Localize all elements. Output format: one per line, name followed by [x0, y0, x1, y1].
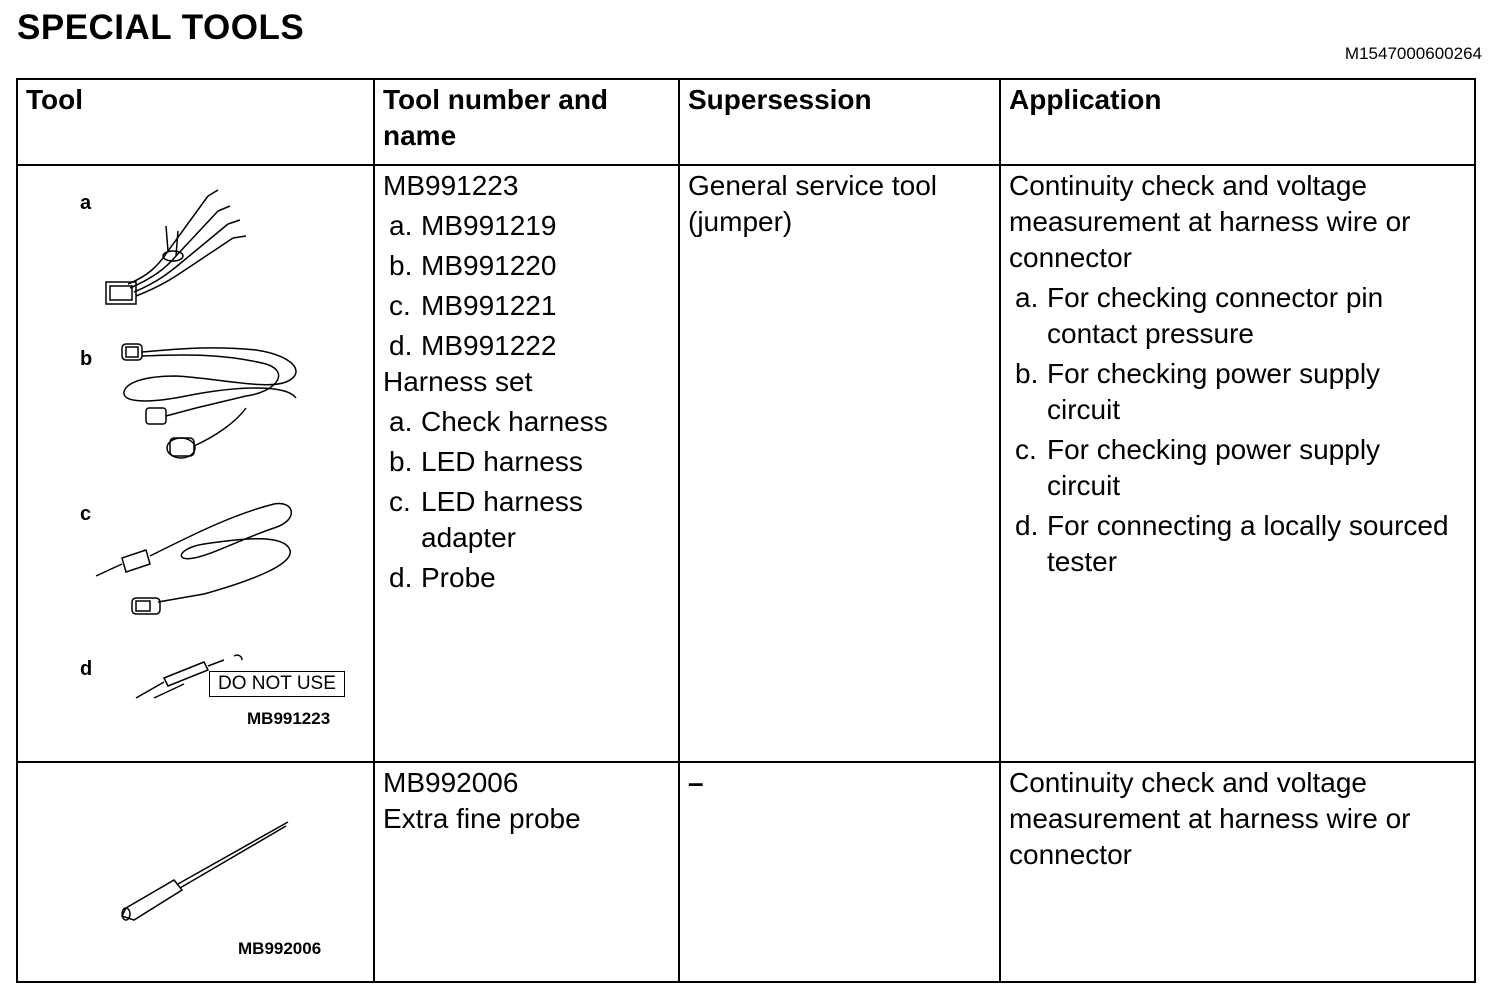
illustration-label-c: c — [80, 503, 92, 525]
header-application: Application — [1000, 79, 1475, 165]
special-tools-table — [16, 78, 1476, 983]
tool-number-name-cell — [374, 165, 679, 762]
table-header-row — [17, 79, 1475, 165]
application-part-item: b. For checking power supply circuit — [1015, 358, 1381, 425]
extra-fine-probe-icon — [118, 818, 293, 928]
tool-name-part-item: b. LED harness — [389, 446, 583, 477]
tool-illustration-cell — [17, 762, 374, 982]
application-part-item: c. For checking power supply circuit — [1015, 434, 1381, 501]
application-cell — [1000, 762, 1475, 982]
table-row — [17, 762, 1475, 982]
tool-number: MB991223 — [383, 170, 519, 201]
table-row — [17, 165, 1475, 762]
tool-number-name-cell — [374, 762, 679, 982]
do-not-use-label: DO NOT USE — [209, 671, 345, 697]
tool-name: Extra fine probe — [383, 803, 581, 834]
application-part-item: a. For checking connector pin contact pressure — [1015, 282, 1384, 349]
supersession-cell — [679, 762, 1000, 982]
illustration-label-d: d — [80, 658, 93, 680]
supersession-cell — [679, 165, 1000, 762]
application-text: Continuity check and voltage measurement at harness wire or connector — [1009, 170, 1411, 273]
tool-part-item: a. MB991219 — [389, 210, 557, 241]
tool-part-item: d. MB991222 — [389, 330, 557, 361]
application-part-item: d. For connecting a locally sourced tester — [1015, 510, 1449, 577]
illustration-label-b: b — [80, 348, 93, 370]
application-text: Continuity check and voltage measurement at harness wire or connector — [1009, 767, 1411, 870]
tool-number: MB992006 — [383, 767, 519, 798]
document-id: M1547000600264 — [1344, 44, 1482, 63]
illustration-code: MB991223 — [247, 709, 331, 728]
tool-part-item: b. MB991220 — [389, 250, 557, 281]
tool-name: Harness set — [383, 366, 533, 397]
probe-cable-icon — [94, 494, 294, 624]
jumper-harness-icon — [98, 186, 258, 316]
supersession-text: General service tool (jumper) — [688, 170, 938, 237]
page-title: SPECIAL TOOLS — [17, 8, 305, 47]
header-tool-number-and-name: Tool number and name — [374, 79, 679, 165]
tool-name-part-item: a. Check harness — [389, 406, 608, 437]
tool-name-part-item: d. Probe — [389, 562, 496, 593]
illustration-code: MB992006 — [238, 939, 322, 958]
supersession-text: – — [688, 767, 704, 798]
application-cell — [1000, 165, 1475, 762]
led-harness-icon — [106, 338, 311, 468]
tool-illustration-cell — [17, 165, 374, 762]
tool-name-part-item: c. LED harness adapter — [389, 486, 583, 553]
header-tool: Tool — [17, 79, 374, 165]
illustration-label-a: a — [80, 192, 92, 214]
tool-part-item: c. MB991221 — [389, 290, 557, 321]
header-supersession: Supersession — [679, 79, 1000, 165]
